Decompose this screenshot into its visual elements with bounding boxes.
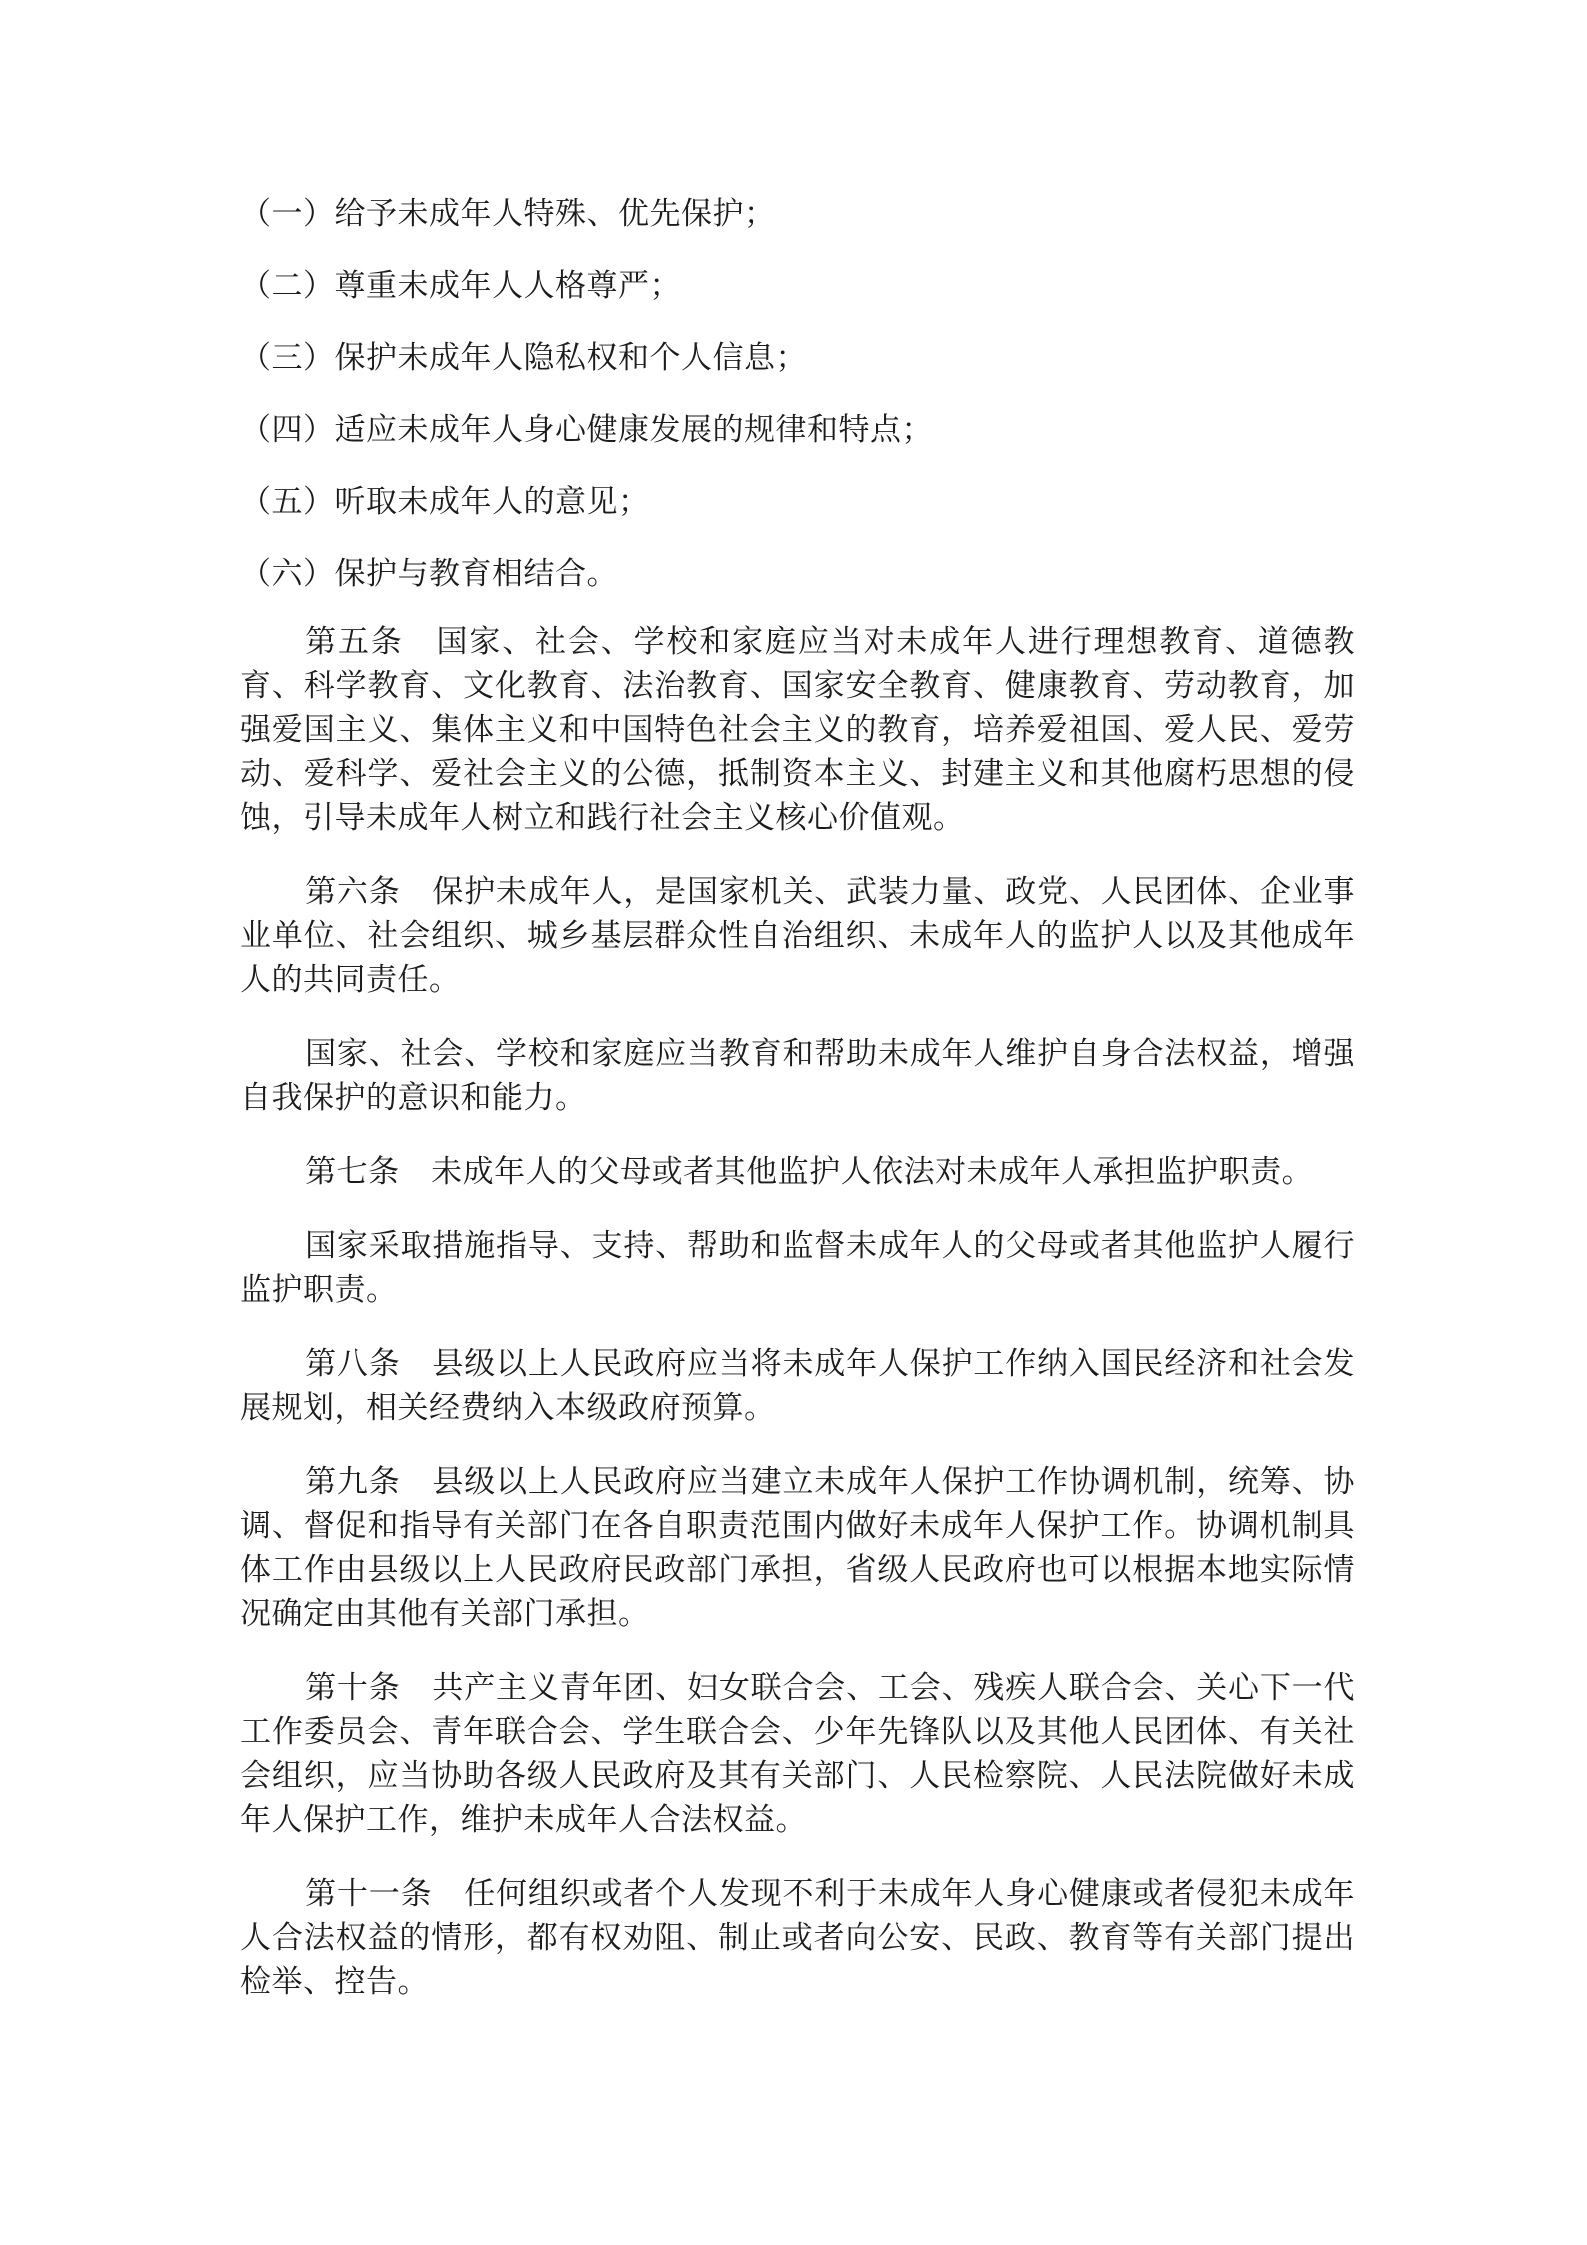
principle-item-3: （三）保护未成年人隐私权和个人信息； (240, 340, 807, 376)
article-7: 第七条 未成年人的父母或者其他监护人依法对未成年人承担监护职责。 (305, 1154, 1314, 1190)
article-6-paragraph-2: 国家、社会、学校和家庭应当教育和帮助未成年人维护自身合法权益，增强自我保护的意识和能力。 (240, 1036, 1355, 1116)
article-10: 第十条 共产主义青年团、妇女联合会、工会、残疾人联合会、关心下一代工作委员会、青年联合会、学生联合会、少年先锋队以及其他人民团体、有关社会组织，应当协助各级人民政府及其有关部门、人民检察院、人民法院做好未成年人保护工作，维护未成年人合法权益。 (240, 1670, 1355, 1838)
article-9: 第九条 县级以上人民政府应当建立未成年人保护工作协调机制，统筹、协调、督促和指导有关部门在各自职责范围内做好未成年人保护工作。协调机制具体工作由县级以上人民政府民政部门承担，省级人民政府也可以根据本地实际情况确定由其他有关部门承担。 (240, 1464, 1355, 1632)
article-7-paragraph-2: 国家采取措施指导、支持、帮助和监督未成年人的父母或者其他监护人履行监护职责。 (240, 1228, 1355, 1308)
article-8: 第八条 县级以上人民政府应当将未成年人保护工作纳入国民经济和社会发展规划，相关经费纳入本级政府预算。 (240, 1346, 1355, 1426)
principle-item-2: （二）尊重未成年人人格尊严； (240, 268, 681, 304)
principle-item-5: （五）听取未成年人的意见； (240, 484, 650, 520)
article-6: 第六条 保护未成年人，是国家机关、武装力量、政党、人民团体、企业事业单位、社会组织、城乡基层群众性自治组织、未成年人的监护人以及其他成年人的共同责任。 (240, 874, 1355, 998)
principle-item-6: （六）保护与教育相结合。 (240, 556, 618, 592)
principle-item-4: （四）适应未成年人身心健康发展的规律和特点； (240, 412, 933, 448)
document-page (240, 188, 1355, 2034)
articles-section (240, 620, 1355, 2004)
principle-item-1: （一）给予未成年人特殊、优先保护； (240, 196, 776, 232)
article-11: 第十一条 任何组织或者个人发现不利于未成年人身心健康或者侵犯未成年人合法权益的情形，都有权劝阻、制止或者向公安、民政、教育等有关部门提出检举、控告。 (240, 1876, 1355, 2000)
principle-list (240, 188, 1355, 620)
article-5: 第五条 国家、社会、学校和家庭应当对未成年人进行理想教育、道德教育、科学教育、文化教育、法治教育、国家安全教育、健康教育、劳动教育，加强爱国主义、集体主义和中国特色社会主义的教育，培养爱祖国、爱人民、爱劳动、爱科学、爱社会主义的公德，抵制资本主义、封建主义和其他腐朽思想的侵蚀，引导未成年人树立和践行社会主义核心价值观。 (240, 624, 1355, 836)
